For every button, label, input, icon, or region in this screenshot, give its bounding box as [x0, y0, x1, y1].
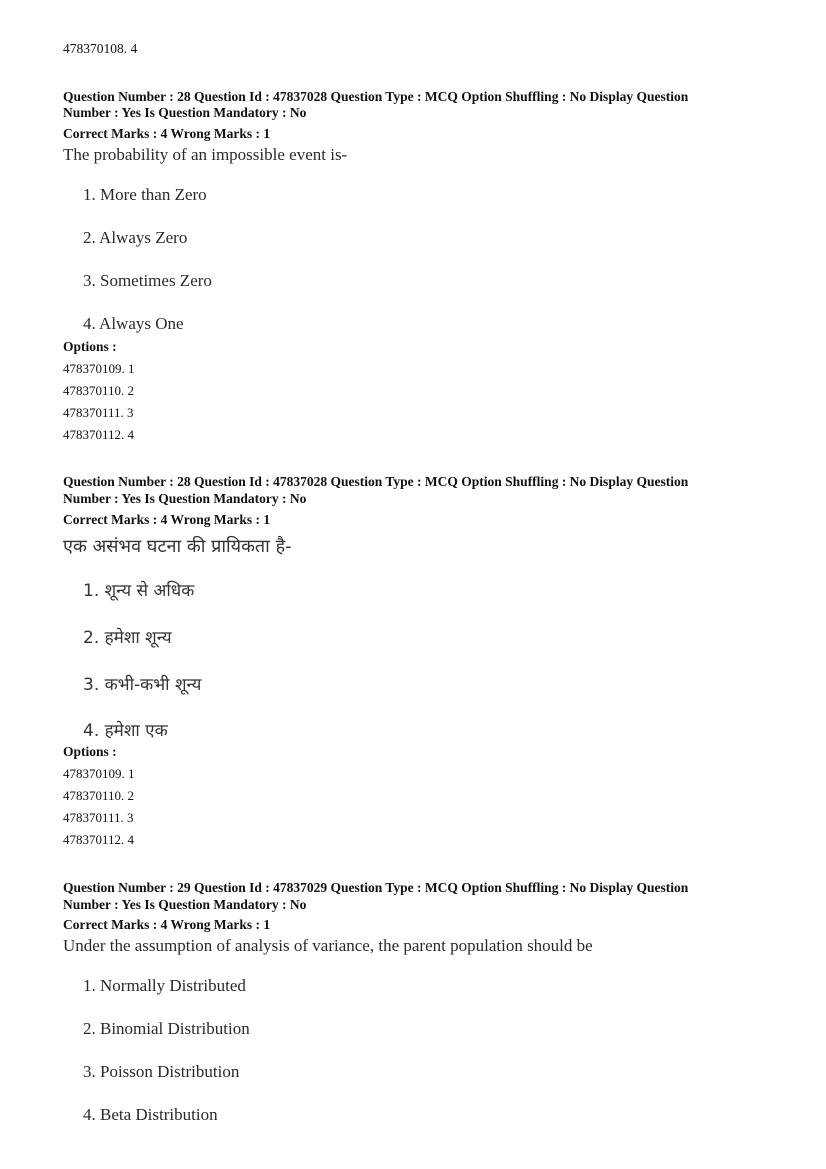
answer-choice: 2. हमेशा शून्य	[83, 628, 172, 648]
option-id-line: 478370109. 1	[63, 361, 135, 376]
marks-line: Correct Marks : 4 Wrong Marks : 1	[63, 917, 271, 932]
marks-line: Correct Marks : 4 Wrong Marks : 1	[63, 126, 271, 141]
answer-choice: 4. Beta Distribution	[83, 1105, 218, 1124]
question-meta-line1: Question Number : 28 Question Id : 47837028 Question Type : MCQ Option Shuffling : No Display Question	[63, 89, 689, 104]
question-meta-line2: Number : Yes Is Question Mandatory : No	[63, 105, 307, 120]
answer-choice: 1. Normally Distributed	[83, 976, 246, 995]
answer-choice: 3. कभी-कभी शून्य	[83, 675, 202, 695]
answer-choice: 3. Sometimes Zero	[83, 271, 212, 290]
answer-choice: 3. Poisson Distribution	[83, 1062, 240, 1081]
option-id-line: 478370112. 4	[63, 427, 135, 442]
question-text: Under the assumption of analysis of variance, the parent population should be	[63, 936, 593, 955]
answer-choice: 1. More than Zero	[83, 185, 207, 204]
question-text: एक असंभव घटना की प्रायिकता है-	[63, 536, 292, 557]
option-id-line: 478370111. 3	[63, 405, 134, 420]
question-text: The probability of an impossible event is-	[63, 145, 348, 164]
answer-choice: 2. Always Zero	[83, 228, 188, 247]
option-id-line: 478370112. 4	[63, 832, 135, 847]
option-id-line: 478370108. 4	[63, 41, 138, 56]
answer-choice: 4. Always One	[83, 314, 184, 333]
question-meta-line2: Number : Yes Is Question Mandatory : No	[63, 491, 307, 506]
option-id-line: 478370110. 2	[63, 788, 135, 803]
options-label: Options :	[63, 744, 117, 759]
answer-choice: 1. शून्य से अधिक	[83, 581, 195, 601]
options-label: Options :	[63, 339, 117, 354]
marks-line: Correct Marks : 4 Wrong Marks : 1	[63, 512, 271, 527]
answer-choice: 4. हमेशा एक	[83, 721, 168, 741]
question-meta-line1: Question Number : 28 Question Id : 47837028 Question Type : MCQ Option Shuffling : No Display Question	[63, 474, 689, 489]
option-id-line: 478370110. 2	[63, 383, 135, 398]
question-meta-line2: Number : Yes Is Question Mandatory : No	[63, 897, 307, 912]
answer-choice: 2. Binomial Distribution	[83, 1019, 250, 1038]
option-id-line: 478370111. 3	[63, 810, 134, 825]
option-id-line: 478370109. 1	[63, 766, 135, 781]
question-meta-line1: Question Number : 29 Question Id : 47837029 Question Type : MCQ Option Shuffling : No Display Question	[63, 880, 689, 895]
